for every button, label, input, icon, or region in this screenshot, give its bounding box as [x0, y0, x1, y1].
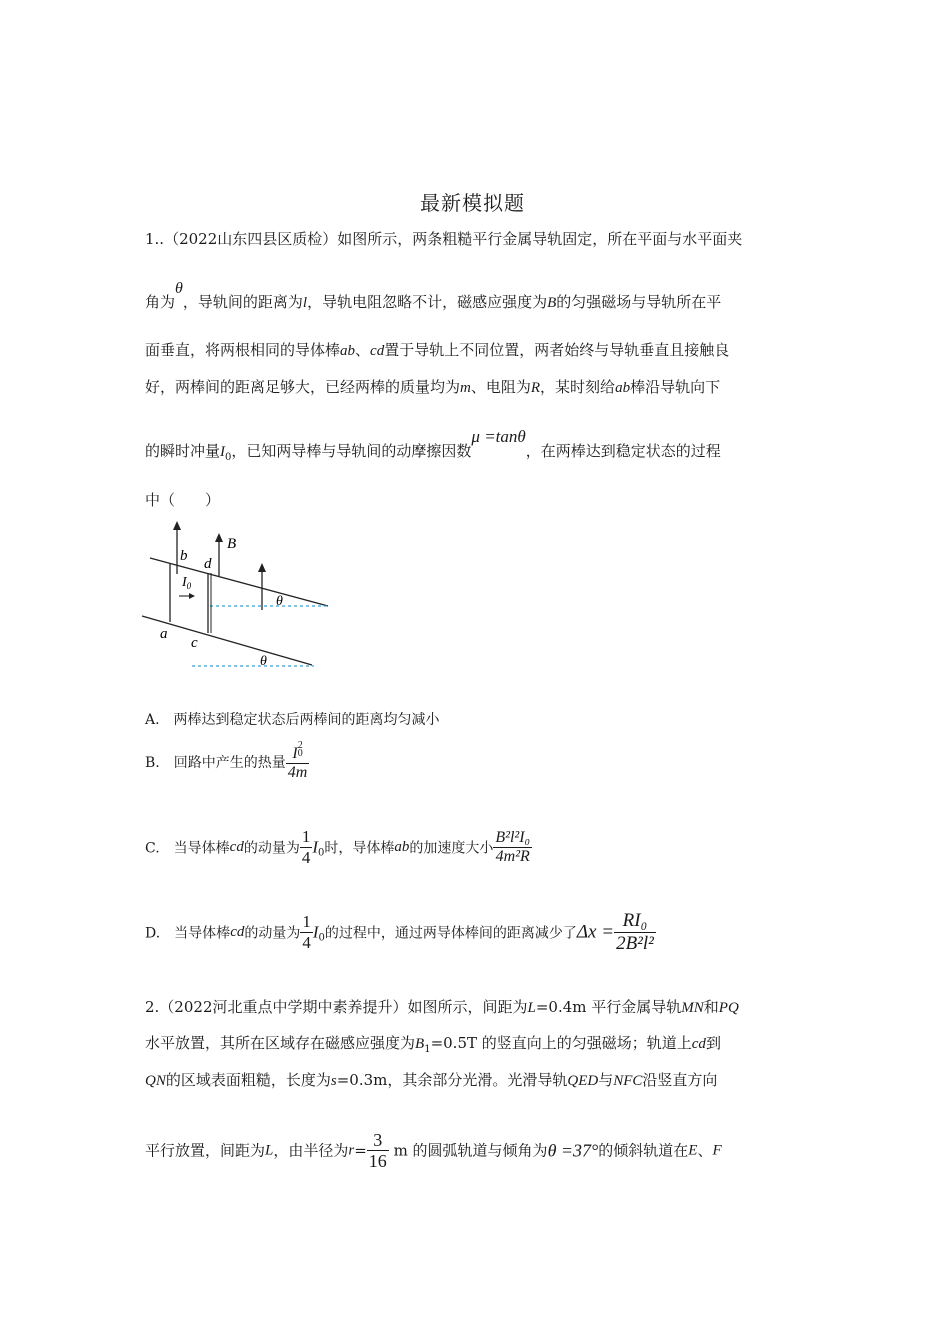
- q1-line-2: 角为θ，导轨间的距离为l，导轨电阻忽略不计，磁感应强度为B的匀强磁场与导轨所在平: [145, 280, 722, 311]
- label-d: d: [204, 556, 212, 572]
- q1-line-4: 好，两棒间的距离足够大，已经两棒的质量均为m、电阻为R，某时刻给ab棒沿导轨向下: [145, 378, 721, 396]
- field-arrow-head-1: [173, 521, 181, 530]
- q1-line-3: 面垂直，将两根相同的导体棒ab、cd置于导轨上不同位置，两者始终与导轨垂直且接触良: [145, 341, 730, 359]
- rail-diagram: [140, 518, 340, 678]
- q1-line-1: 1..（2022山东四县区质检）如图所示，两条粗糙平行金属导轨固定，所在平面与水平面夹: [145, 230, 743, 248]
- label-theta-upper: θ: [276, 594, 283, 609]
- q2-line-3: QN的区域表面粗糙，长度为s=0.3m，其余部分光滑。光滑导轨QED与NFC沿竖直方向: [145, 1071, 718, 1089]
- q2-line-1: 2.（2022河北重点中学期中素养提升）如图所示，间距为L=0.4m 平行金属导轨MN和PQ: [145, 998, 739, 1016]
- impulse-arrow-head: [189, 593, 195, 599]
- option-c: C. 当导体棒cd的动量为 $\frac{1}{4}$ $I_0$时，导体棒ab的加速度大小 $\frac{\text{B²l²I₀}}{\text{4m²R}}$: [145, 827, 531, 867]
- q2-line-4: 平行放置，间距为L，由半径为r= $\frac{3}{16}$ m 的圆弧轨道与倾角为θ =37°的倾斜轨道在E、F: [145, 1130, 722, 1171]
- field-arrow-head-2: [215, 533, 223, 542]
- q2-line-2: 水平放置，其所在区域存在磁感应强度为$B_1=0.5T$ 的竖直向上的匀强磁场；轨道上cd到: [145, 1034, 721, 1055]
- q1-line-5: 的瞬时冲量$I_0$，已知两导棒与导轨间的动摩擦因数μ =tanθ，在两棒达到稳定状态的过程: [145, 427, 721, 463]
- option-b: B. 回路中产生的热量 I 2 0 4m: [145, 740, 308, 781]
- lower-rail: [142, 616, 312, 665]
- q1-line-6: 中（ ）: [145, 491, 221, 509]
- field-arrow-head-3: [258, 563, 266, 572]
- option-d: D. 当导体棒cd的动量为 $\frac{1}{4}$ $I_0$的过程中，通过两导体棒间的距离减少了Δx = $\frac{\text{RI₀}}{\text{2B²l²}}$: [145, 910, 654, 954]
- label-B: B: [227, 536, 237, 552]
- label-I0: $I_0$: [182, 575, 192, 591]
- option-a: A. 两棒达到稳定状态后两棒间的距离均匀减小: [145, 712, 440, 728]
- label-b: b: [180, 548, 188, 564]
- page-title: 最新模拟题: [420, 191, 525, 215]
- label-c: c: [191, 635, 198, 651]
- label-a: a: [160, 626, 168, 642]
- label-theta-lower: θ: [260, 654, 267, 669]
